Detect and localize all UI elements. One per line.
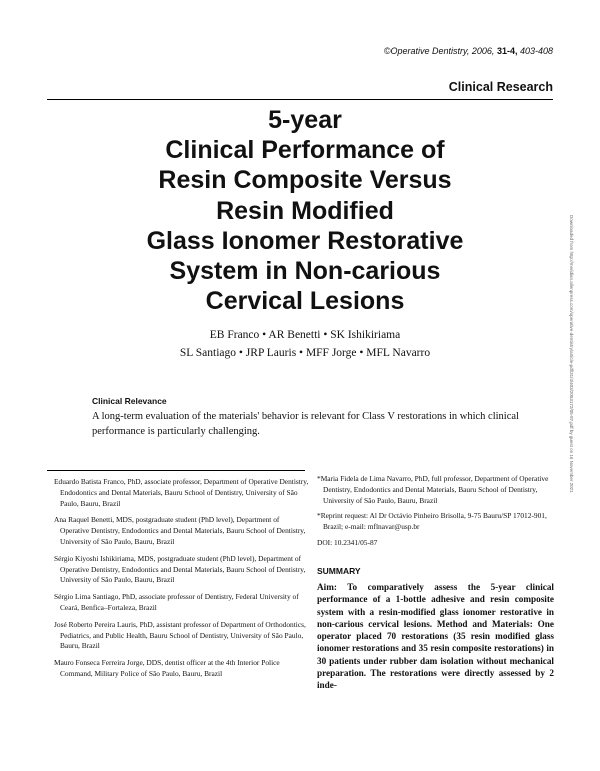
clinical-relevance-text: A long-term evaluation of the materials' behavior is relevant for Class V restorations in which clinical performance is particularly challenging. [92, 411, 519, 437]
footnote-rule [47, 470, 305, 471]
affiliation-entry: Ana Raquel Benetti, MDS, postgraduate student (PhD level), Department of Operative Dentistry, Endodontics and Dental Materials, Bauru School of Dentistry, University of São Paulo, Bauru, Brazil [54, 515, 306, 546]
author-list [60, 326, 550, 362]
affiliation-entry: Sérgio Lima Santiago, PhD, associate professor of Dentistry, Federal University of Ceará, Benfica–Fortaleza, Brazil [54, 592, 299, 612]
affiliation-entry: Mauro Fonseca Ferreira Jorge, DDS, dentist officer at the 4th Interior Police Command, Military Police of São Paulo, Bauru, Brazil [54, 658, 280, 678]
affiliation-entry: Eduardo Batista Franco, PhD, associate professor, Department of Operative Dentistry, Endodontics and Dental Materials, Bauru School of Dentistry, University of São Paulo, Bauru, Brazil [54, 477, 309, 508]
affiliation-entry: Sérgio Kiyoshi Ishikiriama, MDS, postgraduate student (PhD level), Department of Operative Dentistry, Endodontics and Dental Materials, Bauru School of Dentistry, University of São Paulo, Bauru, Brazil [54, 553, 306, 585]
title-line: Glass Ionomer Restorative [146, 226, 464, 255]
affiliations-left [54, 477, 310, 686]
title-line: System in Non-carious [169, 257, 441, 286]
affiliations-right [317, 474, 554, 554]
article-title [60, 105, 550, 316]
title-line: Resin Composite Versus [158, 166, 452, 195]
title-line: 5-year [268, 106, 342, 134]
clinical-relevance-heading: Clinical Relevance [92, 396, 167, 406]
section-label: Clinical Research [448, 80, 553, 94]
reprint-request: *Reprint request: Al Dr Octávio Pinheiro Brisolla, 9-75 Bauru/SP 17012-901, Brazil; e-mail: mflnavar@usp.br [317, 511, 547, 532]
summary-heading: SUMMARY [317, 566, 361, 576]
download-watermark [567, 215, 575, 720]
journal-citation: ©Operative Dentistry, 2006, 31-4, 403-408 [383, 46, 553, 56]
affiliation-entry: José Roberto Pereira Lauris, PhD, assistant professor of Department of Orthodontics, Pediatrics, and Public Health, Bauru School of Dentistry, University of São Paulo, Bauru, Brazil [54, 619, 306, 651]
download-note: Downloaded from http://meridian.allenpress.com/operative-dentistry/article-pdf/31/4/403/2053172/05-87.pdf by guest on 16 November 2021 [569, 215, 574, 493]
title-line: Cervical Lesions [205, 287, 405, 316]
header-rule [47, 99, 553, 100]
summary-text: Aim: To comparatively assess the 5-year clinical performance of a 1-bottle adhesive and resin composite system with a resin-modified glass ionomer restorative in non-carious cervical lesions. Method and Materials: One operator placed 70 restorations (35 resin modified glass ionomer restorations and 35 resin composite restorations) in 30 patients under rubber dam isolation without mechanical preparation. The restorations were directly assessed by 2 inde- [317, 582, 554, 691]
title-line: Resin Modified [216, 196, 394, 225]
affiliation-entry: *Maria Fidela de Lima Navarro, PhD, full professor, Department of Operative Dentistry, Endodontics and Dental Materials, Bauru School of Dentistry, University of São Paulo, Bauru, Brazil [317, 474, 549, 505]
title-line: Clinical Performance of [165, 136, 445, 165]
doi: DOI: 10.2341/05-87 [317, 537, 378, 547]
author-line: SL Santiago • JRP Lauris • MFF Jorge • MFL Navarro [179, 347, 431, 359]
author-line: EB Franco • AR Benetti • SK Ishikiriama [209, 329, 401, 341]
